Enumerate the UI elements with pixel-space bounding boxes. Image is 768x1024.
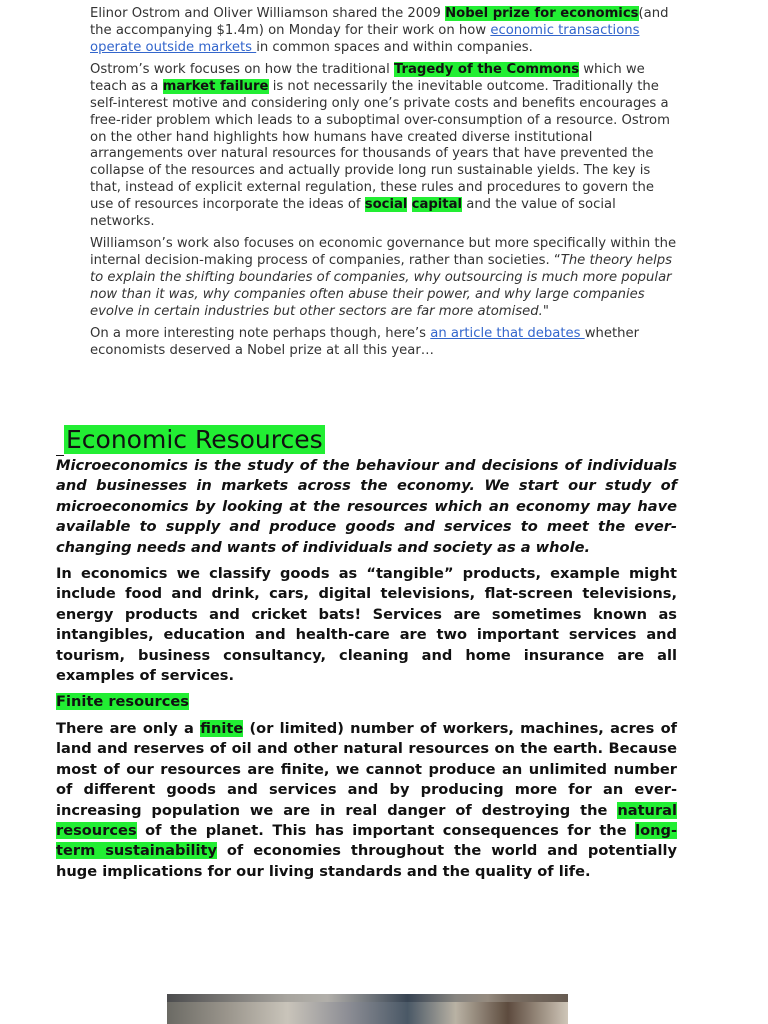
highlight-capital: capital <box>411 196 463 212</box>
subheading-finite-text: Finite resources <box>56 693 189 711</box>
link-article-debates[interactable]: an article that debates <box>430 326 585 342</box>
highlight-market-failure: market failure <box>162 79 269 95</box>
paragraph-ostrom: Ostrom’s work focuses on how the traditional Tragedy of the Commons which we teach as a market failure is not necessarily the inevitable outcome. Traditionally the self-interest motive and considering only one’s private costs and benefits encourages a free-rider problem which leads to a suboptimal over-consumption of a resource. Ostrom on the other hand highlights how humans have created diverse institutional arrangements over natural resources for thousands of years that have prevented the collapse of the resources and actually provide long run sustainable yields. The key is that, instead of explicit external regulation, these rules and procedures to govern the use of resources incorporate the ideas of social capital and the value of social networks. <box>90 62 670 229</box>
subheading-finite <box>56 692 677 712</box>
link-economic-transactions[interactable]: economic transactions operate outside markets <box>90 22 640 55</box>
paragraph-debate: On a more interesting note perhaps though, here’s an article that debates whether economists deserved a Nobel prize at all this year… <box>90 326 640 359</box>
highlight-natural-resources: natural resources <box>56 801 677 839</box>
paragraph-intro: Microeconomics is the study of the behaviour and decisions of individuals and businesses in markets across the economy. We start our study of microeconomics by looking at the resources which an economy may have available to supply and produce goods and services to meet the ever-changing needs and wants of individuals and society as a whole. <box>56 457 677 556</box>
paragraph-williamson: Williamson’s work also focuses on economic governance but more specifically within the internal decision-making process of companies, rather than societies. “The theory helps to explain the shifting boundaries of companies, why outsourcing is much more popular now than it was, why companies often abuse their power, and why large companies evolve in certain industries but other sectors are far more atomised." <box>90 236 677 319</box>
highlight-long-term-sustainability: long-term sustainability <box>56 821 677 860</box>
heading-text: Economic Resources <box>66 425 323 454</box>
photo-image <box>167 994 568 1024</box>
economic-resources-body <box>56 456 677 882</box>
photo-band <box>167 994 568 1002</box>
highlight-nobel-prize: Nobel prize for economics <box>445 6 639 21</box>
highlight-social: social <box>364 196 408 212</box>
section-heading <box>56 424 325 456</box>
heading-underline <box>56 431 64 456</box>
paragraph-nobel: Elinor Ostrom and Oliver Williamson shared the 2009 Nobel prize for economics(and the accompanying $1.4m) on Monday for their work on how economic transactions operate outside markets in common spaces and within companies. <box>90 6 669 55</box>
highlight-finite: finite <box>200 719 244 737</box>
news-excerpt <box>90 6 680 360</box>
highlight-tragedy-commons: Tragedy of the Commons <box>393 62 580 78</box>
paragraph-goods: In economics we classify goods as “tangible” products, example might include food and drink, cars, digital televisions, flat-screen televisions, energy products and cricket bats! Services are sometimes known as intangibles, education and health-care are two important services and tourism, business consultancy, cleaning and home insurance are all examples of services. <box>56 565 677 685</box>
williamson-quote: The theory helps to explain the shifting boundaries of companies, why outsourcing is much more popular now than it was, why companies often abuse their power, and why large companies evolve in certain industries but other sectors are far more atomised. <box>90 253 672 319</box>
paragraph-finite: There are only a finite (or limited) number of workers, machines, acres of land and reserves of oil and other natural resources on the earth. Because most of our resources are finite, we cannot produce an unlimited number of different goods and services and by producing more for an ever-increasing population we are in real danger of destroying the natural resources of the planet. This has important consequences for the long-term sustainability of economies throughout the world and potentially huge implications for our living standards and the quality of life. <box>56 719 677 880</box>
